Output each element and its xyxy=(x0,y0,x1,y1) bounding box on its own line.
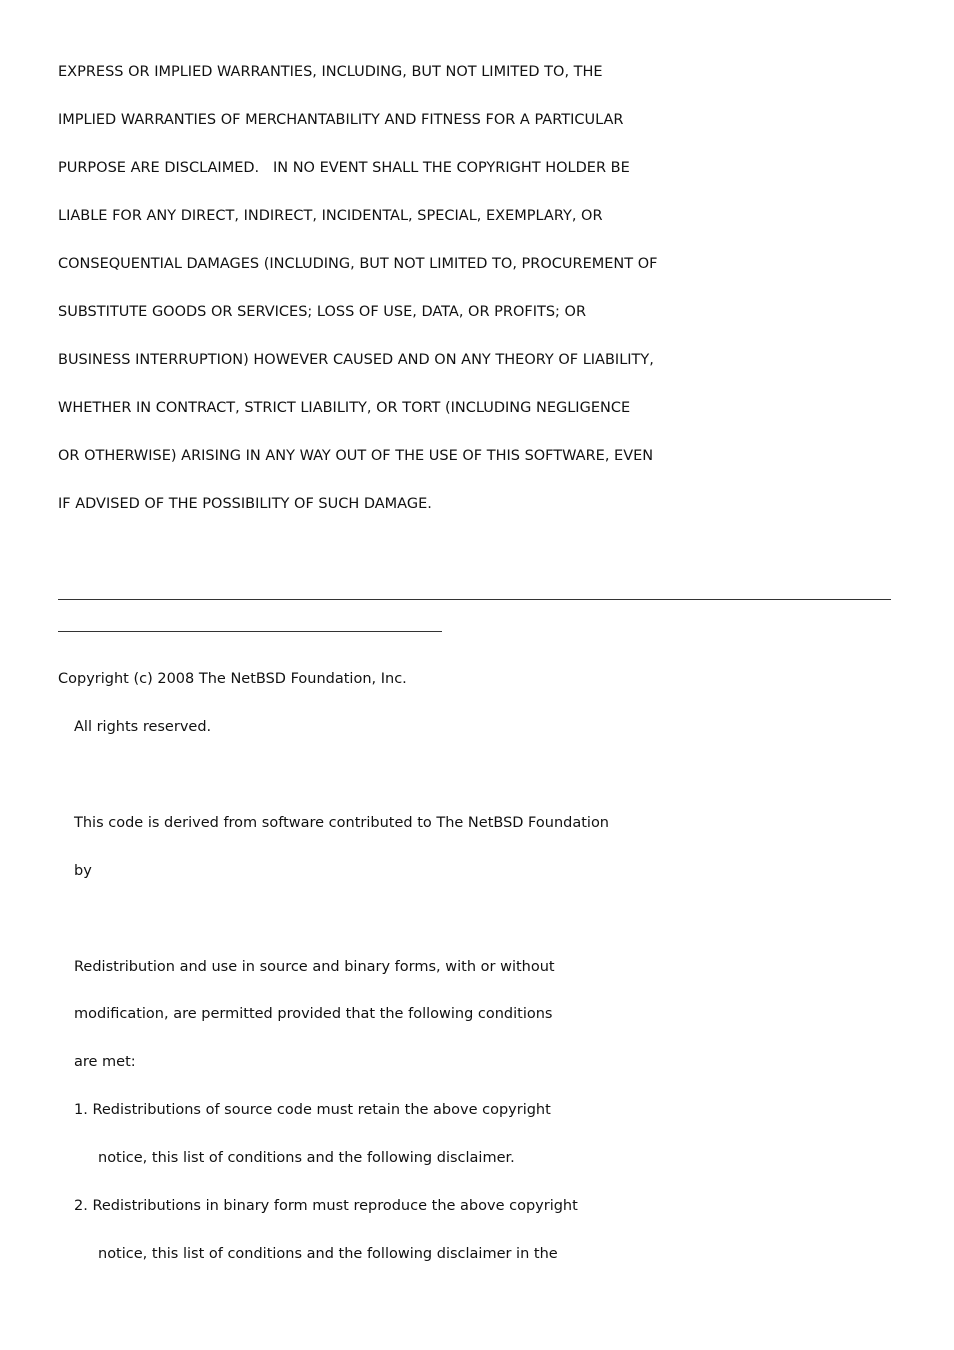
condition-item: 2. Redistributions in binary form must reproduce the above copyright xyxy=(74,1198,578,1214)
derived-text: This code is derived from software contributed to The NetBSD Foundation xyxy=(74,815,609,831)
condition-item-continuation: notice, this list of conditions and the following disclaimer in the xyxy=(98,1246,558,1262)
disclaimer-line: PURPOSE ARE DISCLAIMED. IN NO EVENT SHALL THE COPYRIGHT HOLDER BE xyxy=(58,160,630,176)
disclaimer-line: IF ADVISED OF THE POSSIBILITY OF SUCH DAMAGE. xyxy=(58,496,432,512)
disclaimer-line: BUSINESS INTERRUPTION) HOWEVER CAUSED AND ON ANY THEORY OF LIABILITY, xyxy=(58,352,654,368)
condition-item: 1. Redistributions of source code must retain the above copyright xyxy=(74,1102,551,1118)
disclaimer-line: LIABLE FOR ANY DIRECT, INDIRECT, INCIDENTAL, SPECIAL, EXEMPLARY, OR xyxy=(58,208,603,224)
derived-text: by xyxy=(74,863,92,879)
disclaimer-line: EXPRESS OR IMPLIED WARRANTIES, INCLUDING, BUT NOT LIMITED TO, THE xyxy=(58,64,603,80)
disclaimer-line: SUBSTITUTE GOODS OR SERVICES; LOSS OF USE, DATA, OR PROFITS; OR xyxy=(58,304,587,320)
redistribution-text: Redistribution and use in source and binary forms, with or without xyxy=(74,959,555,975)
section-divider xyxy=(58,599,891,600)
disclaimer-line: OR OTHERWISE) ARISING IN ANY WAY OUT OF THE USE OF THIS SOFTWARE, EVEN xyxy=(58,448,654,464)
condition-item-continuation: notice, this list of conditions and the following disclaimer. xyxy=(98,1150,515,1166)
redistribution-text: are met: xyxy=(74,1054,136,1070)
disclaimer-line: WHETHER IN CONTRACT, STRICT LIABILITY, OR TORT (INCLUDING NEGLIGENCE xyxy=(58,400,631,416)
disclaimer-line: CONSEQUENTIAL DAMAGES (INCLUDING, BUT NOT LIMITED TO, PROCUREMENT OF xyxy=(58,256,658,272)
redistribution-text: modification, are permitted provided that the following conditions xyxy=(74,1006,553,1022)
section-divider-short xyxy=(58,631,442,632)
copyright-notice: Copyright (c) 2008 The NetBSD Foundation, Inc. xyxy=(58,671,407,687)
disclaimer-line: IMPLIED WARRANTIES OF MERCHANTABILITY AND FITNESS FOR A PARTICULAR xyxy=(58,112,624,128)
rights-reserved: All rights reserved. xyxy=(74,719,212,735)
